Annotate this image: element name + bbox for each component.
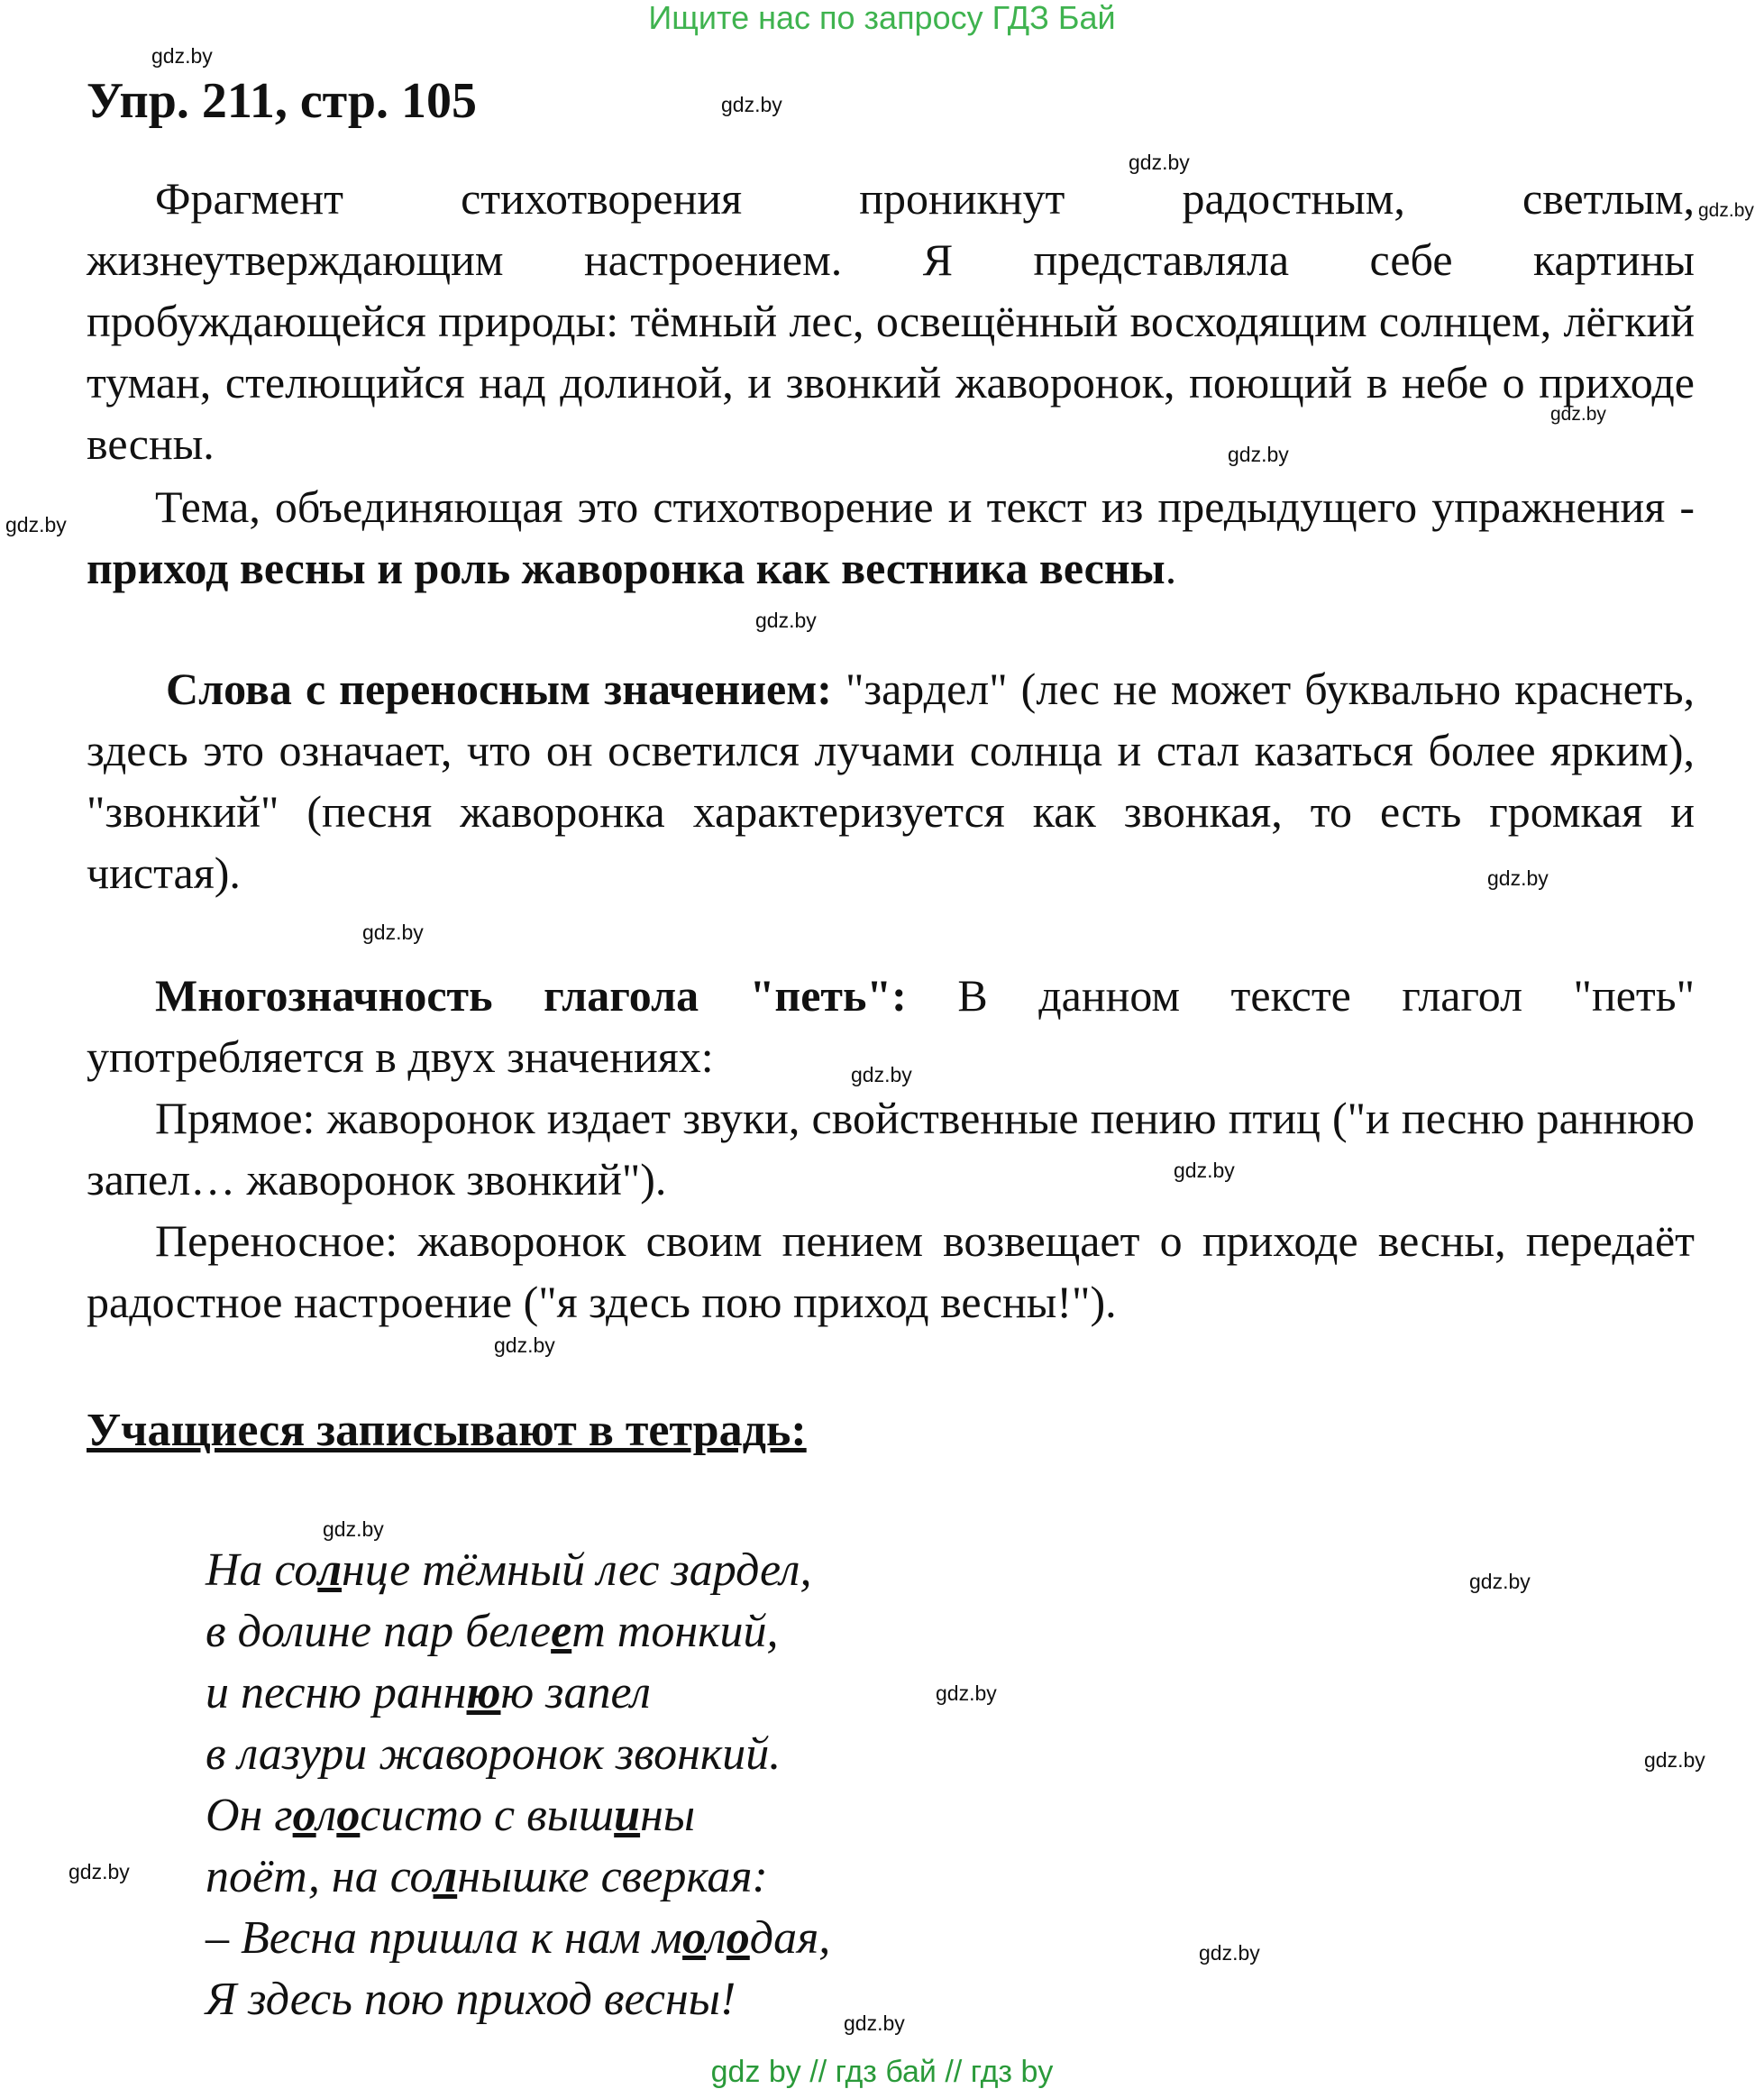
highlighted-letter: ю (466, 1667, 501, 1718)
poem-line: и песню раннюю запел (206, 1667, 651, 1718)
watermark: gdz.by (844, 2011, 905, 2035)
watermark: gdz.by (1228, 443, 1289, 466)
poem-line: в долине пар белеет тонкий, (206, 1606, 779, 1657)
paragraph-direct: Прямое: жаворонок издает звуки, свойственные пению птиц ("и песню раннюю запел… жаворонок звонкий"). (87, 1093, 1695, 1205)
watermark: gdz.by (362, 921, 424, 944)
footer-links: gdz by // гдз бай // гдз by (710, 2055, 1054, 2089)
highlighted-letter: о (292, 1790, 316, 1841)
poem-line: поёт, на солнышке сверкая: (206, 1851, 768, 1902)
watermark: gdz.by (1487, 866, 1549, 890)
poem-line: – Весна пришла к нам молодая, (206, 1912, 831, 1964)
watermark: gdz.by (151, 44, 213, 68)
poem-line: в лазури жаворонок звонкий. (206, 1728, 781, 1780)
poem-line: Он голосисто с вышины (206, 1790, 696, 1841)
paragraph-theme (87, 476, 1695, 599)
watermark: gdz.by (323, 1517, 384, 1541)
polysemy-heading: Многозначность глагола "петь": (155, 970, 907, 1021)
paragraph-figurative (87, 658, 1695, 903)
watermark: gdz.by (1199, 1941, 1260, 1965)
highlighted-letter: о (682, 1912, 707, 1964)
figurative-text: "зардел" (лес не может буквально краснеть, здесь это означает, что он осветился лучами солнца и стал казаться более ярким), "звонкий" (песня жаворонка характеризуется как звонкая, то есть громкая и чистая). (87, 664, 1695, 898)
watermark: gdz.by (1174, 1159, 1235, 1182)
watermark: gdz.by (851, 1063, 912, 1086)
watermark: gdz.by (1550, 404, 1606, 425)
highlighted-letter: и (614, 1790, 641, 1841)
watermark: gdz.by (1698, 200, 1754, 221)
watermark: gdz.by (755, 609, 817, 632)
top-banner: Ищите нас по запросу ГДЗ Бай (648, 0, 1116, 36)
highlighted-letter: о (726, 1912, 750, 1964)
exercise-title: Упр. 211, стр. 105 (87, 73, 478, 129)
paragraph-figurative-meaning: Переносное: жаворонок своим пением возвещает о приходе весны, передаёт радостное настроение ("я здесь пою приход весны!"). (87, 1215, 1695, 1327)
watermark: gdz.by (936, 1681, 997, 1705)
highlighted-letter: л (317, 1544, 343, 1596)
highlighted-letter: е (551, 1606, 572, 1657)
poem-line: На солнце тёмный лес зардел, (206, 1544, 812, 1596)
watermark: gdz.by (494, 1333, 555, 1357)
watermark: gdz.by (1129, 151, 1190, 174)
theme-lead: Тема, объединяющая это стихотворение и текст из предыдущего упражнения - (155, 481, 1695, 532)
notebook-heading: Учащиеся записывают в тетрадь: (87, 1405, 807, 1456)
paragraph-mood: Фрагмент стихотворения проникнут радостным, светлым, жизнеутверждающим настроением. Я представляла себе картины пробуждающейся природы: тёмный лес, освещённый восходящим солнцем, лёгкий туман, стелющийся над долиной, и звонкий жаворонок, поющий в небе о приходе весны. (87, 173, 1695, 469)
theme-tail: . (1165, 543, 1177, 593)
watermark: gdz.by (69, 1860, 130, 1883)
watermark: gdz.by (1469, 1570, 1531, 1593)
poem (206, 1540, 830, 2030)
theme-bold: приход весны и роль жаворонка как вестника весны (87, 543, 1165, 593)
watermark: gdz.by (5, 513, 67, 536)
watermark: gdz.by (721, 93, 782, 116)
highlighted-letter: о (336, 1790, 361, 1841)
highlighted-letter: л (433, 1851, 458, 1902)
polysemy-text: В данном тексте глагол "петь" употребляется в двух значениях: (87, 970, 1695, 1082)
watermark: gdz.by (1644, 1748, 1705, 1772)
figurative-heading: Слова с переносным значением: (166, 664, 832, 714)
poem-line: Я здесь пою приход весны! (206, 1974, 736, 2025)
